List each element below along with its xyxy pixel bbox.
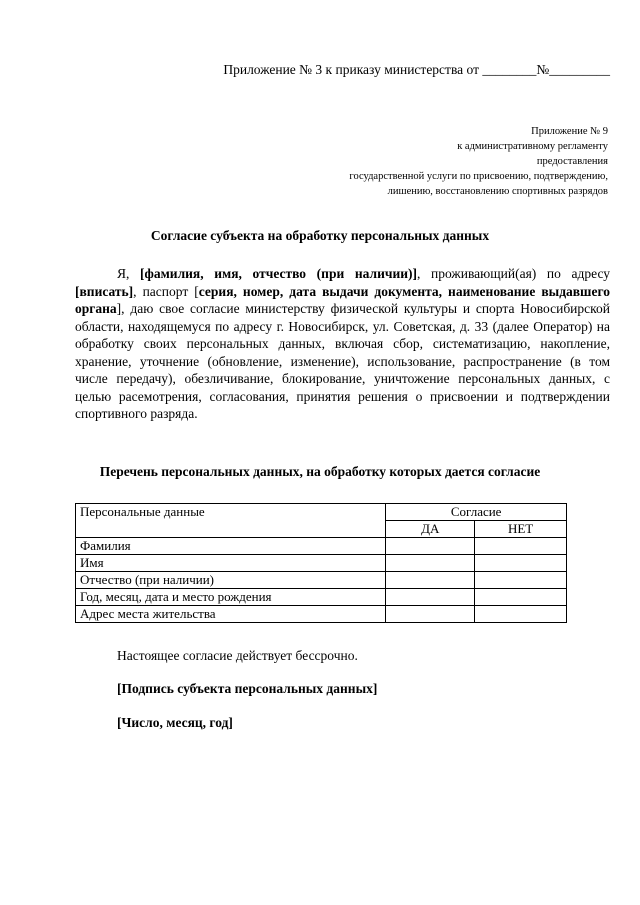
annex-line: Приложение № 9 (531, 126, 608, 137)
document-title: Согласие субъекта на обработку персональных данных (150, 228, 490, 243)
table-row (76, 606, 567, 623)
yes-cell[interactable] (386, 606, 475, 623)
no-cell[interactable] (475, 589, 567, 606)
order-reference: Приложение № 3 к приказу министерства от ________№_________ (223, 62, 610, 77)
annex-block (248, 124, 608, 199)
text-segment: Я, (117, 266, 141, 281)
table-row (76, 555, 567, 572)
yes-cell[interactable] (386, 538, 475, 555)
table-row (76, 572, 567, 589)
validity-statement: Настоящее согласие действует бессрочно. (117, 648, 358, 663)
no-cell[interactable] (475, 606, 567, 623)
no-cell[interactable] (475, 572, 567, 589)
text-segment: ], даю свое согласие министерству физической культуры и спорта Новосибирской области, находящемуся по адресу г. Новосибирск, ул. Советская, д. 33 (далее Оператор) на обработку своих персональных данных, включая сбор, систематизацию, накопление, хранение, уточнение (обновление, изменение), использование, распространение (в том числе передачу), обезличивание, блокирование, уничтожение персональных данных, с целью расемотрения, согласования, принятия решения о присвоении и подтверждении спортивного разряда. (75, 301, 610, 421)
annex-line: государственной услуги по присвоению, подтверждению, (349, 171, 608, 182)
annex-line: к административному регламенту (457, 141, 608, 152)
consent-paragraph (75, 265, 610, 423)
yes-cell[interactable] (386, 572, 475, 589)
yes-cell[interactable] (386, 555, 475, 572)
consent-text (75, 265, 610, 423)
column-header-data: Персональные данные (76, 504, 386, 538)
table-row (76, 538, 567, 555)
annex-line: лишению, восстановлению спортивных разрядов (387, 186, 608, 197)
signature-placeholder: [Подпись субъекта персональных данных] (117, 681, 378, 696)
no-cell[interactable] (475, 538, 567, 555)
row-label: Фамилия (76, 538, 386, 555)
no-cell[interactable] (475, 555, 567, 572)
column-header-consent: Согласие (386, 504, 567, 521)
row-label: Год, месяц, дата и место рождения (76, 589, 386, 606)
text-segment: , паспорт [ (133, 283, 199, 299)
date-placeholder: [Число, месяц, год] (117, 715, 233, 730)
yes-cell[interactable] (386, 589, 475, 606)
passport-placeholder: серия, номер, дата выдачи документа, наименование выдавшего органа (75, 283, 610, 316)
address-placeholder: [вписать] (75, 283, 134, 299)
list-title: Перечень персональных данных, на обработку которых дается согласие (99, 464, 541, 479)
text-segment: , проживающий(ая) по адресу (417, 266, 611, 281)
column-header-no: НЕТ (475, 521, 567, 538)
table-row (76, 589, 567, 606)
column-header-yes: ДА (386, 521, 475, 538)
annex-line: предоставления (536, 156, 608, 167)
table-header-row (76, 504, 567, 521)
full-name-placeholder: [фамилия, имя, отчество (при наличии)] (140, 266, 418, 281)
row-label: Отчество (при наличии) (76, 572, 386, 589)
row-label: Имя (76, 555, 386, 572)
personal-data-table (75, 503, 567, 623)
row-label: Адрес места жительства (76, 606, 386, 623)
